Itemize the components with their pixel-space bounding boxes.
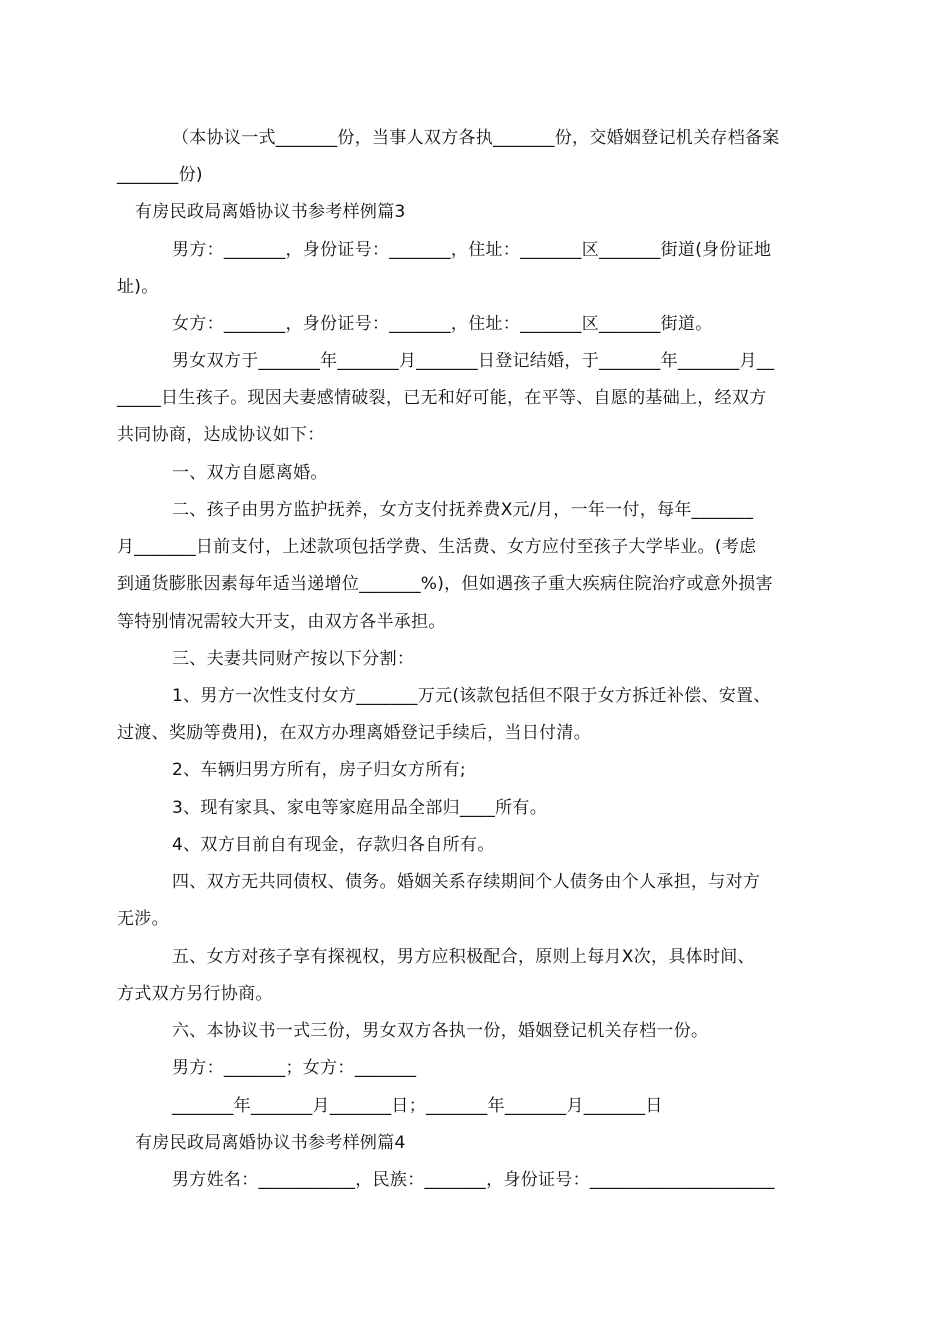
- signature-line: 男方：_______；女方：_______: [172, 1058, 417, 1078]
- clause-4-line-2: 无涉。: [117, 909, 169, 929]
- clause-3-item-3: 3、现有家具、家电等家庭用品全部归____所有。: [172, 798, 548, 818]
- clause-3-heading: 三、夫妻共同财产按以下分割：: [172, 649, 415, 669]
- clause-2-line-1: 二、孩子由男方监护抚养，女方支付抚养费X元/月，一年一付，每年_______: [172, 500, 754, 520]
- clause-1: 一、双方自愿离婚。: [172, 463, 328, 483]
- clause-2-line-3: 到通货膨胀因素每年适当递增位_______%)，但如遇孩子重大疾病住院治疗或意外损害: [117, 574, 773, 594]
- clause-3-item-1-line-2: 过渡、奖励等费用)，在双方办理离婚登记手续后，当日付清。: [117, 723, 592, 743]
- clause-3-item-1-line-1: 1、男方一次性支付女方_______万元(该款包括但不限于女方拆迁补偿、安置、: [172, 686, 771, 706]
- clause-4-line-1: 四、双方无共同债权、债务。婚姻关系存续期间个人债务由个人承担，与对方: [172, 872, 761, 892]
- date-line: _______年_______月_______日；_______年_______月_______日: [172, 1096, 663, 1116]
- marriage-para-line-3: 共同协商，达成协议如下：: [117, 425, 325, 445]
- clause-5-line-2: 方式双方另行协商。: [117, 984, 273, 1004]
- section-heading-4: 有房民政局离婚协议书参考样例篇4: [135, 1133, 406, 1153]
- clause-6: 六、本协议书一式三份，男女双方各执一份，婚姻登记机关存档一份。: [172, 1021, 709, 1041]
- clause-2-line-4: 等特别情况需较大开支，由双方各半承担。: [117, 612, 446, 632]
- wife-info-line: 女方：_______，身份证号：_______，住址：_______区_______街道。: [172, 314, 713, 334]
- clause-3-item-2: 2、车辆归男方所有，房子归女方所有;: [172, 760, 466, 780]
- agreement-copies-line: （本协议一式_______份，当事人双方各执_______份，交婚姻登记机关存档备案: [172, 128, 780, 148]
- clause-3-item-4: 4、双方目前自有现金，存款归各自所有。: [172, 835, 495, 855]
- husband-info-line: 男方：_______，身份证号：_______，住址：_______区_______街道(身份证地: [172, 240, 772, 260]
- husband-name-line: 男方姓名：___________，民族：_______，身份证号：_____________________: [172, 1170, 775, 1190]
- clause-2-line-2: 月_______日前支付，上述款项包括学费、生活费、女方应付至孩子大学毕业。(考虑: [117, 537, 757, 557]
- marriage-para-line-1: 男女双方于_______年_______月_______日登记结婚，于_______年_______月__: [172, 351, 775, 371]
- marriage-para-line-2: _____日生孩子。现因夫妻感情破裂，已无和好可能，在平等、自愿的基础上，经双方: [117, 388, 767, 408]
- agreement-copies-line-cont: _______份): [117, 165, 203, 185]
- clause-5-line-1: 五、女方对孩子享有探视权，男方应积极配合，原则上每月X次，具体时间、: [172, 947, 755, 967]
- section-heading-3: 有房民政局离婚协议书参考样例篇3: [135, 202, 406, 222]
- husband-info-line-cont: 址)。: [117, 277, 159, 297]
